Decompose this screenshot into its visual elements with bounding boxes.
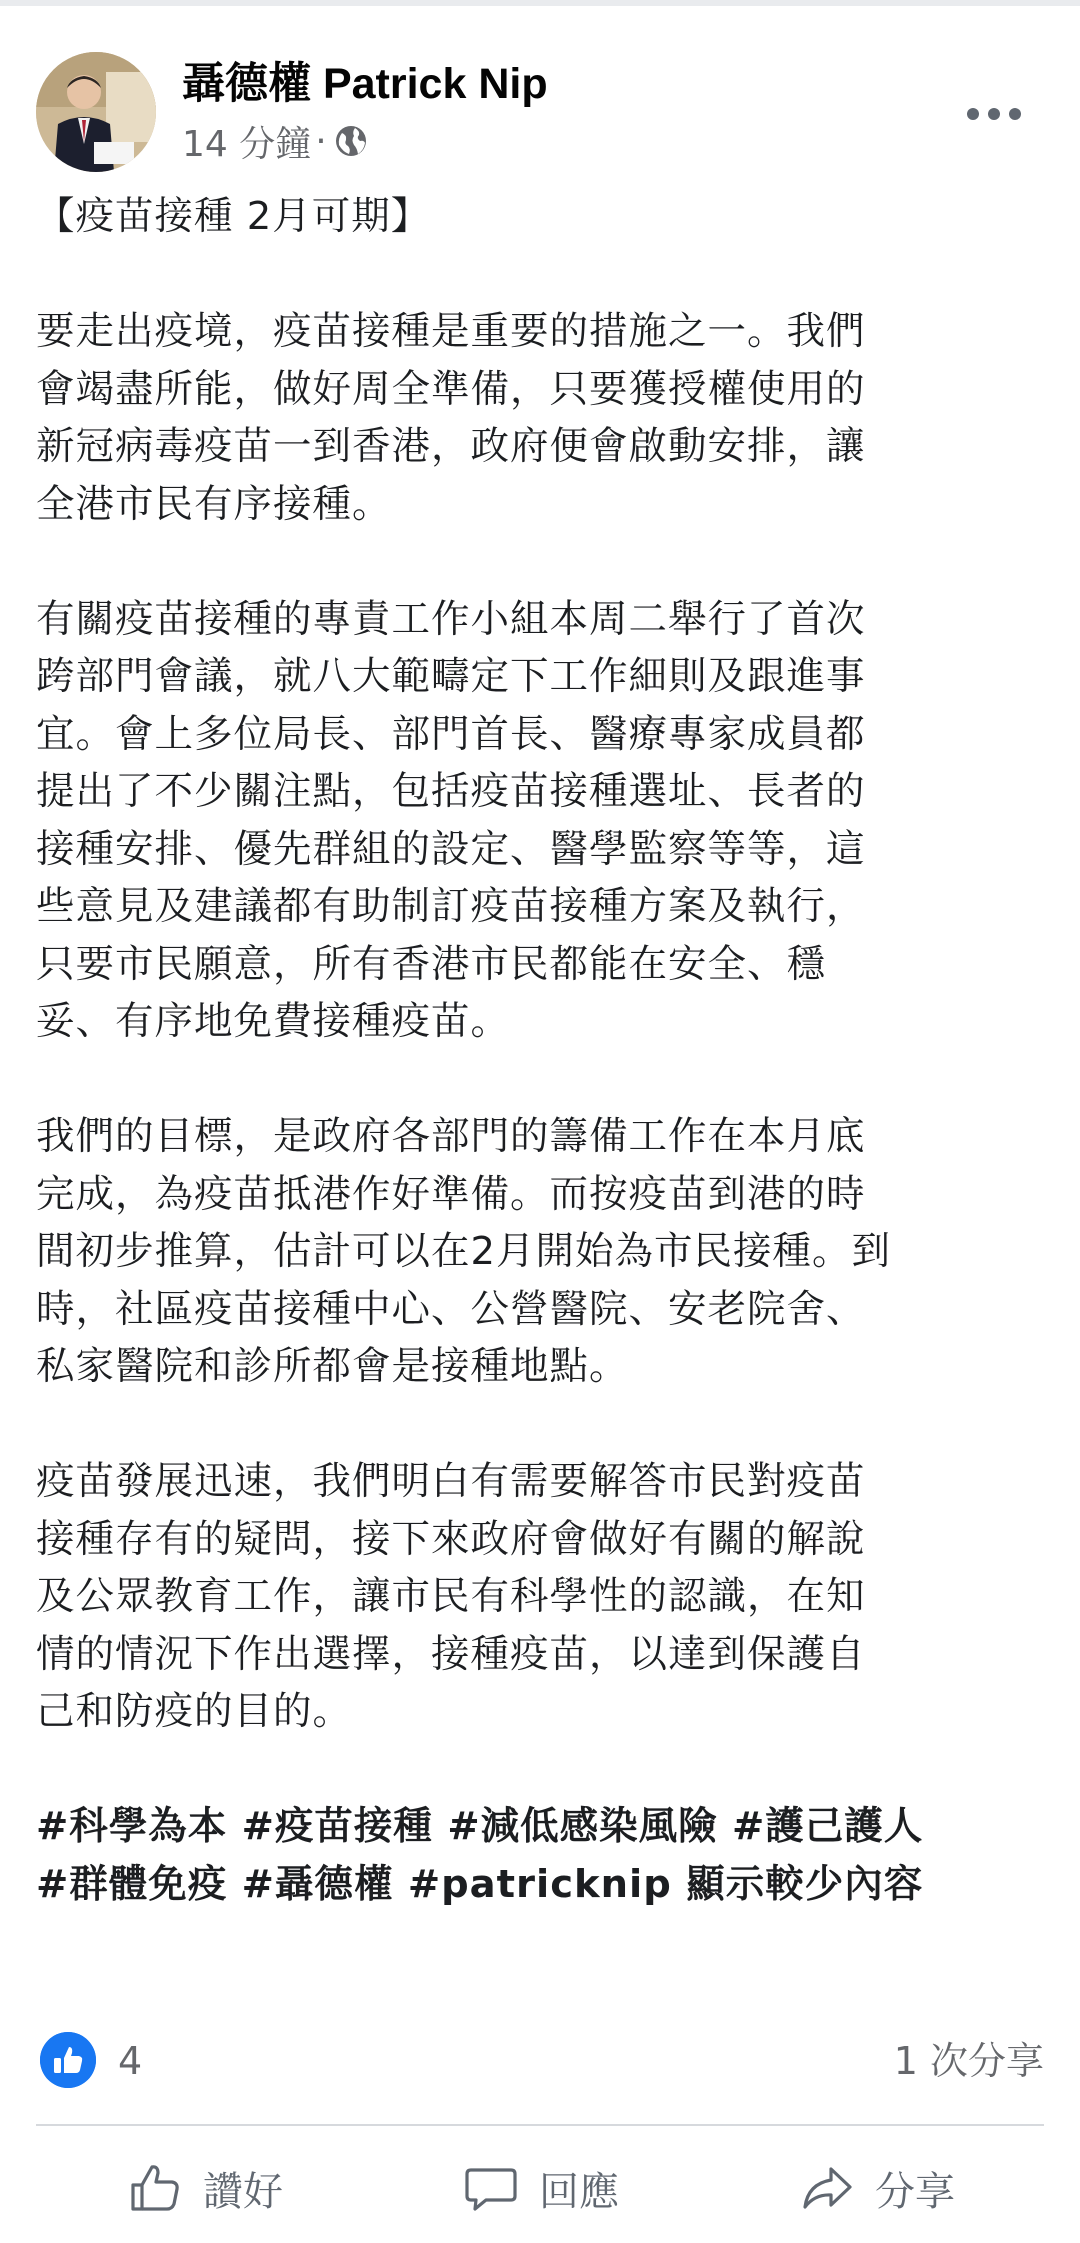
post-line: 新冠病毒疫苗一到香港，政府便會啟動安排，讓 (36, 424, 866, 469)
post-line: 些意見及建議都有助制訂疫苗接種方案及執行， (36, 884, 866, 929)
post-line: 接種存有的疑問，接下來政府會做好有關的解說 (36, 1516, 866, 1562)
hashtags-line (36, 1856, 1046, 1914)
comment-label: 回應 (539, 2168, 619, 2215)
post-line: 時，社區疫苗接種中心、公營醫院、安老院舍、 (36, 1286, 866, 1332)
post-meta (182, 116, 369, 166)
more-options-icon[interactable] (944, 84, 1044, 144)
share-button[interactable] (708, 2148, 1044, 2228)
post-actions (36, 2148, 1044, 2228)
divider (36, 2124, 1044, 2126)
meta-separator: · (315, 120, 327, 162)
like-reaction-icon[interactable] (40, 2032, 96, 2088)
post-line: 私家醫院和診所都會是接種地點。 (36, 1344, 629, 1389)
post-line: 我們的目標，是政府各部門的籌備工作在本月底 (36, 1114, 866, 1159)
post-line: 情的情況下作出選擇，接種疫苗，以達到保護自 (36, 1631, 866, 1677)
post-line: 要走出疫境，疫苗接種是重要的措施之一。我們 (36, 309, 866, 354)
share-arrow-icon (797, 2158, 857, 2218)
hashtags-line[interactable]: #科學為本 #疫苗接種 #減低感染風險 #護己護人 (36, 1804, 924, 1849)
post-line: 疫苗發展迅速，我們明白有需要解答市民對疫苗 (36, 1459, 866, 1504)
post-body (36, 188, 1046, 1913)
post-line: 宜。會上多位局長、部門首長、醫療專家成員都 (36, 711, 866, 757)
post-line: 及公眾教育工作，讓市民有科學性的認識，在知 (36, 1574, 866, 1619)
hashtags[interactable]: #群體免疫 #聶德權 #patricknip (36, 1861, 672, 1907)
post-line: 全港市民有序接種。 (36, 481, 392, 527)
post-timestamp[interactable]: 14 分鐘 (182, 123, 312, 165)
post-line: 間初步推算，估計可以在2月開始為市民接種。到 (36, 1229, 891, 1274)
author-name[interactable]: 聶德權 Patrick Nip (182, 60, 548, 108)
post-line (36, 1051, 1046, 1109)
top-edge (0, 0, 1080, 6)
post-line: 有關疫苗接種的專責工作小組本周二舉行了首次 (36, 596, 866, 642)
share-count[interactable]: 1 次分享 (893, 2039, 1044, 2083)
post-line: 己和防疫的目的。 (36, 1689, 353, 1734)
like-count[interactable]: 4 (118, 2039, 143, 2083)
post-line: 完成，為疫苗抵港作好準備。而按疫苗到港的時 (36, 1171, 866, 1217)
like-label: 讚好 (203, 2168, 283, 2215)
see-less-link[interactable]: 顯示較少內容 (686, 1861, 924, 1907)
post-line (36, 1741, 1046, 1799)
post-line: 提出了不少關注點，包括疫苗接種選址、長者的 (36, 769, 866, 814)
post-line (36, 533, 1046, 591)
globe-icon[interactable] (333, 123, 369, 159)
thumbs-up-icon (125, 2158, 185, 2218)
post-line (36, 1396, 1046, 1454)
post-line: 【疫苗接種 2月可期】 (36, 194, 431, 239)
post-line: 妥、有序地免費接種疫苗。 (36, 999, 511, 1044)
like-button[interactable] (36, 2148, 372, 2228)
comment-icon (461, 2158, 521, 2218)
author-avatar[interactable] (36, 52, 156, 172)
post-line (36, 246, 1046, 304)
comment-button[interactable] (372, 2148, 708, 2228)
post-line: 會竭盡所能，做好周全準備，只要獲授權使用的 (36, 366, 866, 412)
share-label: 分享 (875, 2168, 955, 2215)
post-line: 跨部門會議，就八大範疇定下工作細則及跟進事 (36, 654, 866, 699)
post-stats (36, 2028, 1044, 2094)
post-line: 只要市民願意，所有香港市民都能在安全、穩 (36, 941, 827, 987)
post-header (36, 52, 1044, 176)
post-line: 接種安排、優先群組的設定、醫學監察等等，這 (36, 826, 866, 872)
